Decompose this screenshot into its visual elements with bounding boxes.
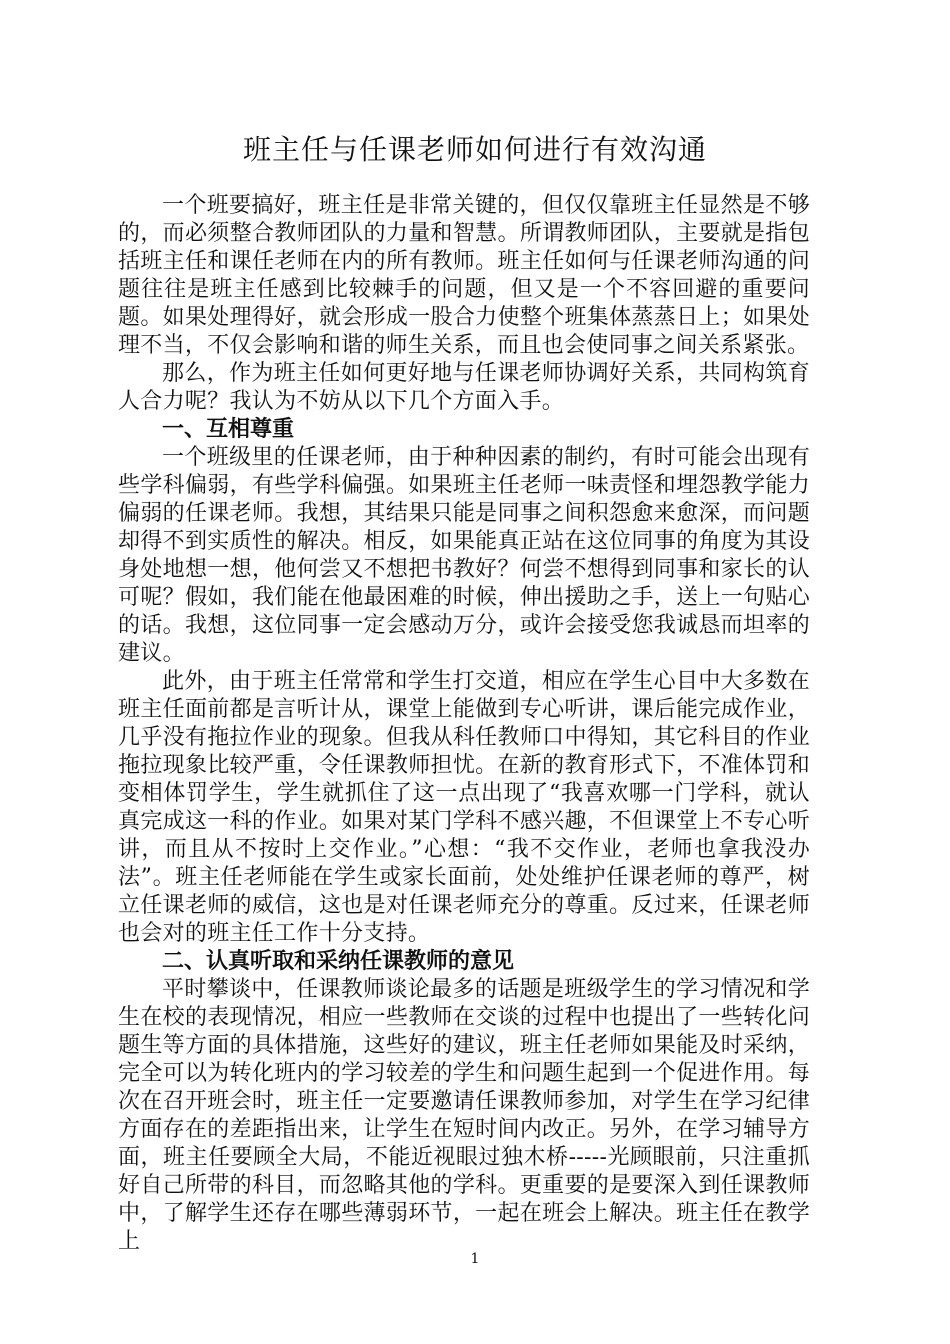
paragraph: 那么，作为班主任如何更好地与任课老师协调好关系，共同构筑育人合力呢？我认为不妨从以下几个方面入手。 xyxy=(118,361,810,414)
paragraph: 一个班级里的任课老师，由于种种因素的制约，有时可能会出现有些学科偏弱，有些学科偏强。如果班主任老师一味责怪和埋怨教学能力偏弱的任课老师。我想，其结果只能是同事之间积怨愈来愈深，而问题却得不到实质性的解决。相反，如果能真正站在这位同事的角度为其设身处地想一想，他何尝又不想把书教好？何尝不想得到同事和家长的认可呢？假如，我们能在他最困难的时候，伸出援助之手，送上一句贴心的话。我想，这位同事一定会感动万分，或许会接受您我诚恳而坦率的建议。 xyxy=(118,445,810,666)
section-heading: 一、互相尊重 xyxy=(162,417,295,442)
paragraph: 一个班要搞好，班主任是非常关键的，但仅仅靠班主任显然是不够的，而必须整合教师团队的力量和智慧。所谓教师团队，主要就是指包括班主任和课任老师在内的所有教师。班主任如何与任课老师沟通的问题往往是班主任感到比较棘手的问题，但又是一个不容回避的重要问题。如果处理得好，就会形成一股合力使整个班集体蒸蒸日上；如果处理不当，不仅会影响和谐的师生关系，而且也会使同事之间关系紧张。 xyxy=(118,193,810,358)
page-number: 1 xyxy=(470,1251,480,1267)
paragraph: 此外，由于班主任常常和学生打交道，相应在学生心目中大多数在班主任面前都是言听计从，课堂上能做到专心听讲，课后能完成作业，几乎没有拖拉作业的现象。但我从科任教师口中得知，其它科目的作业拖拉现象比较严重，令任课教师担忧。在新的教育形式下，不准体罚和变相体罚学生，学生就抓住了这一点出现了“我喜欢哪一门学科，就认真完成这一科的作业。如果对某门学科不感兴趣，不但课堂上不专心听讲，而且从不按时上交作业。”心想：“我不交作业，老师也拿我没办法”。班主任老师能在学生或家长面前，处处维护任课老师的尊严，树立任课老师的威信，这也是对任课老师充分的尊重。反过来，任课老师也会对的班主任工作十分支持。 xyxy=(118,669,810,946)
document-body xyxy=(118,192,810,1256)
page-title: 班主任与任课老师如何进行有效沟通 xyxy=(242,133,707,166)
paragraph: 平时攀谈中，任课教师谈论最多的话题是班级学生的学习情况和学生在校的表现情况，相应一些教师在交谈的过程中也提出了一些转化问题生等方面的具体措施，这些好的建议，班主任老师如果能及时采纳，完全可以为转化班内的学习较差的学生和问题生起到一个促进作用。每次在召开班会时，班主任一定要邀请任课教师参加，对学生在学习纪律方面存在的差距指出来，让学生在短时间内改正。另外，在学习辅导方面，班主任要顾全大局，不能近视眼过独木桥-----光顾眼前，只注重抓好自己所带的科目，而忽略其他的学科。更重要的是要深入到任课教师中，了解学生还存在哪些薄弱环节，一起在班会上解决。班主任在教学上 xyxy=(118,977,810,1254)
section-heading: 二、认真听取和采纳任课教师的意见 xyxy=(162,949,515,974)
